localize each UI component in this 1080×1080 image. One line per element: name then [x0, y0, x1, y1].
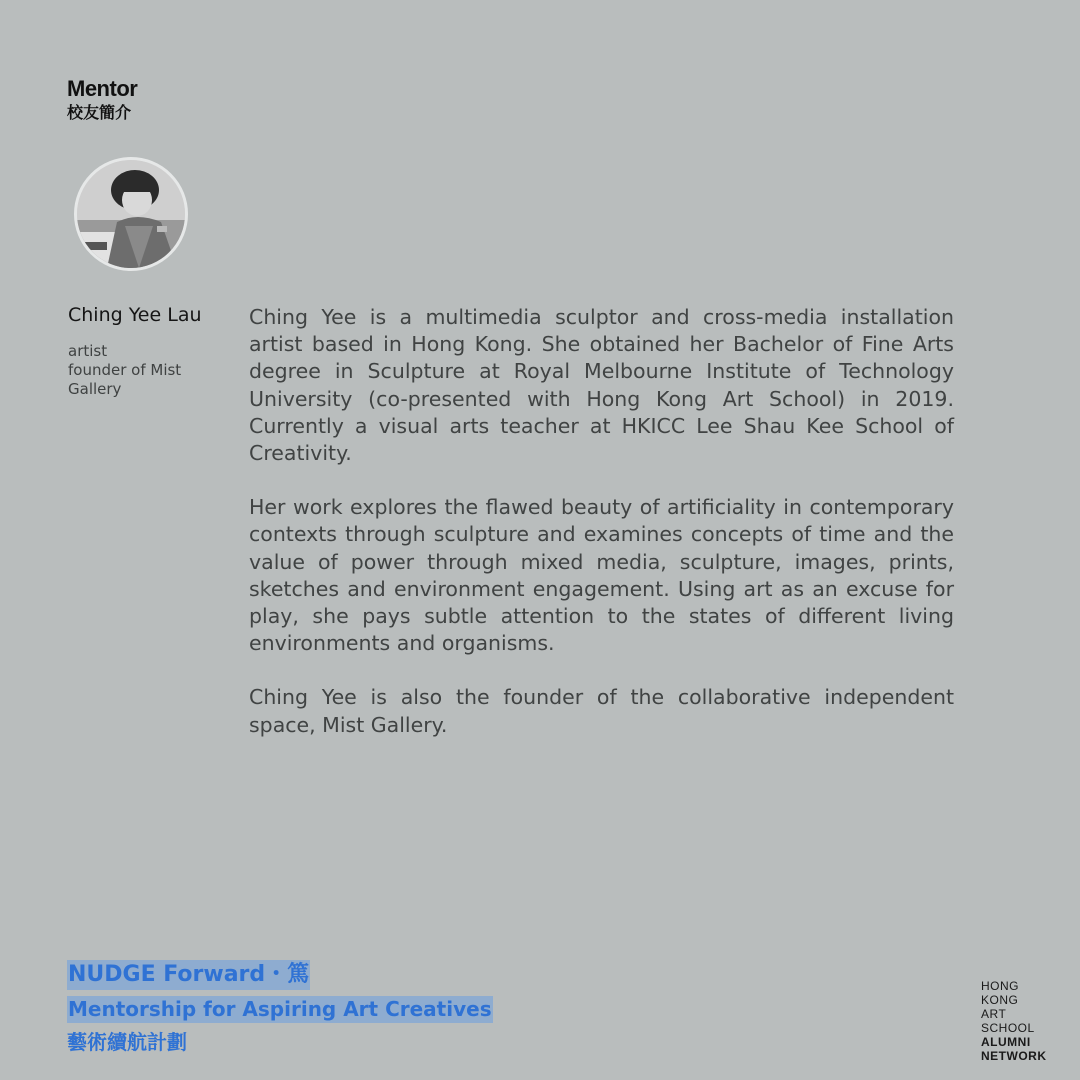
mentor-bio	[249, 304, 954, 766]
heading-title-en: Mentor	[67, 76, 138, 101]
logo-line-bold: NETWORK	[981, 1049, 1047, 1063]
logo-line: KONG	[981, 993, 1019, 1007]
page-heading	[67, 76, 137, 124]
program-info	[67, 960, 493, 1056]
bio-paragraph: Ching Yee is also the founder of the collaborative independent space, Mist Gallery.	[249, 685, 954, 737]
program-title-zh: 藝術續航計劃	[67, 1030, 187, 1054]
mentor-avatar	[74, 157, 188, 271]
mentor-roles	[68, 342, 200, 399]
logo-line-bold: ALUMNI	[981, 1035, 1031, 1049]
program-title: NUDGE Forward・篤	[67, 960, 310, 990]
mentor-role-line: artist	[68, 342, 108, 360]
bio-paragraph: Her work explores the flawed beauty of artificiality in contemporary contexts through sculpture and examines concepts of time and the value of power through mixed media, sculpture, images, prints, sketches and environment engagement. Using art as an excuse for play, she pays subtle attention to the states of different living environments and organisms.	[249, 495, 954, 656]
logo-line: SCHOOL	[981, 1021, 1035, 1035]
alumni-network-logo	[981, 979, 1047, 1063]
logo-line: HONG	[981, 979, 1019, 993]
heading-title-zh: 校友簡介	[67, 103, 132, 122]
program-subtitle: Mentorship for Aspiring Art Creatives	[68, 997, 492, 1021]
logo-line: ART	[981, 1007, 1007, 1021]
mentor-role-line: Gallery	[68, 380, 122, 398]
mentor-name: Ching Yee Lau	[68, 304, 202, 326]
bio-paragraph: Ching Yee is a multimedia sculptor and cross-media installation artist based in Hong Kong. She obtained her Bachelor of Fine Arts degree in Sculpture at Royal Melbourne Institute of Technology University (co-presented with Hong Kong Art School) in 2019. Currently a visual arts teacher at HKICC Lee Shau Kee School of Creativity.	[249, 305, 954, 466]
mentor-portrait-image	[77, 160, 185, 268]
mentor-role-line: founder of Mist	[68, 361, 182, 379]
